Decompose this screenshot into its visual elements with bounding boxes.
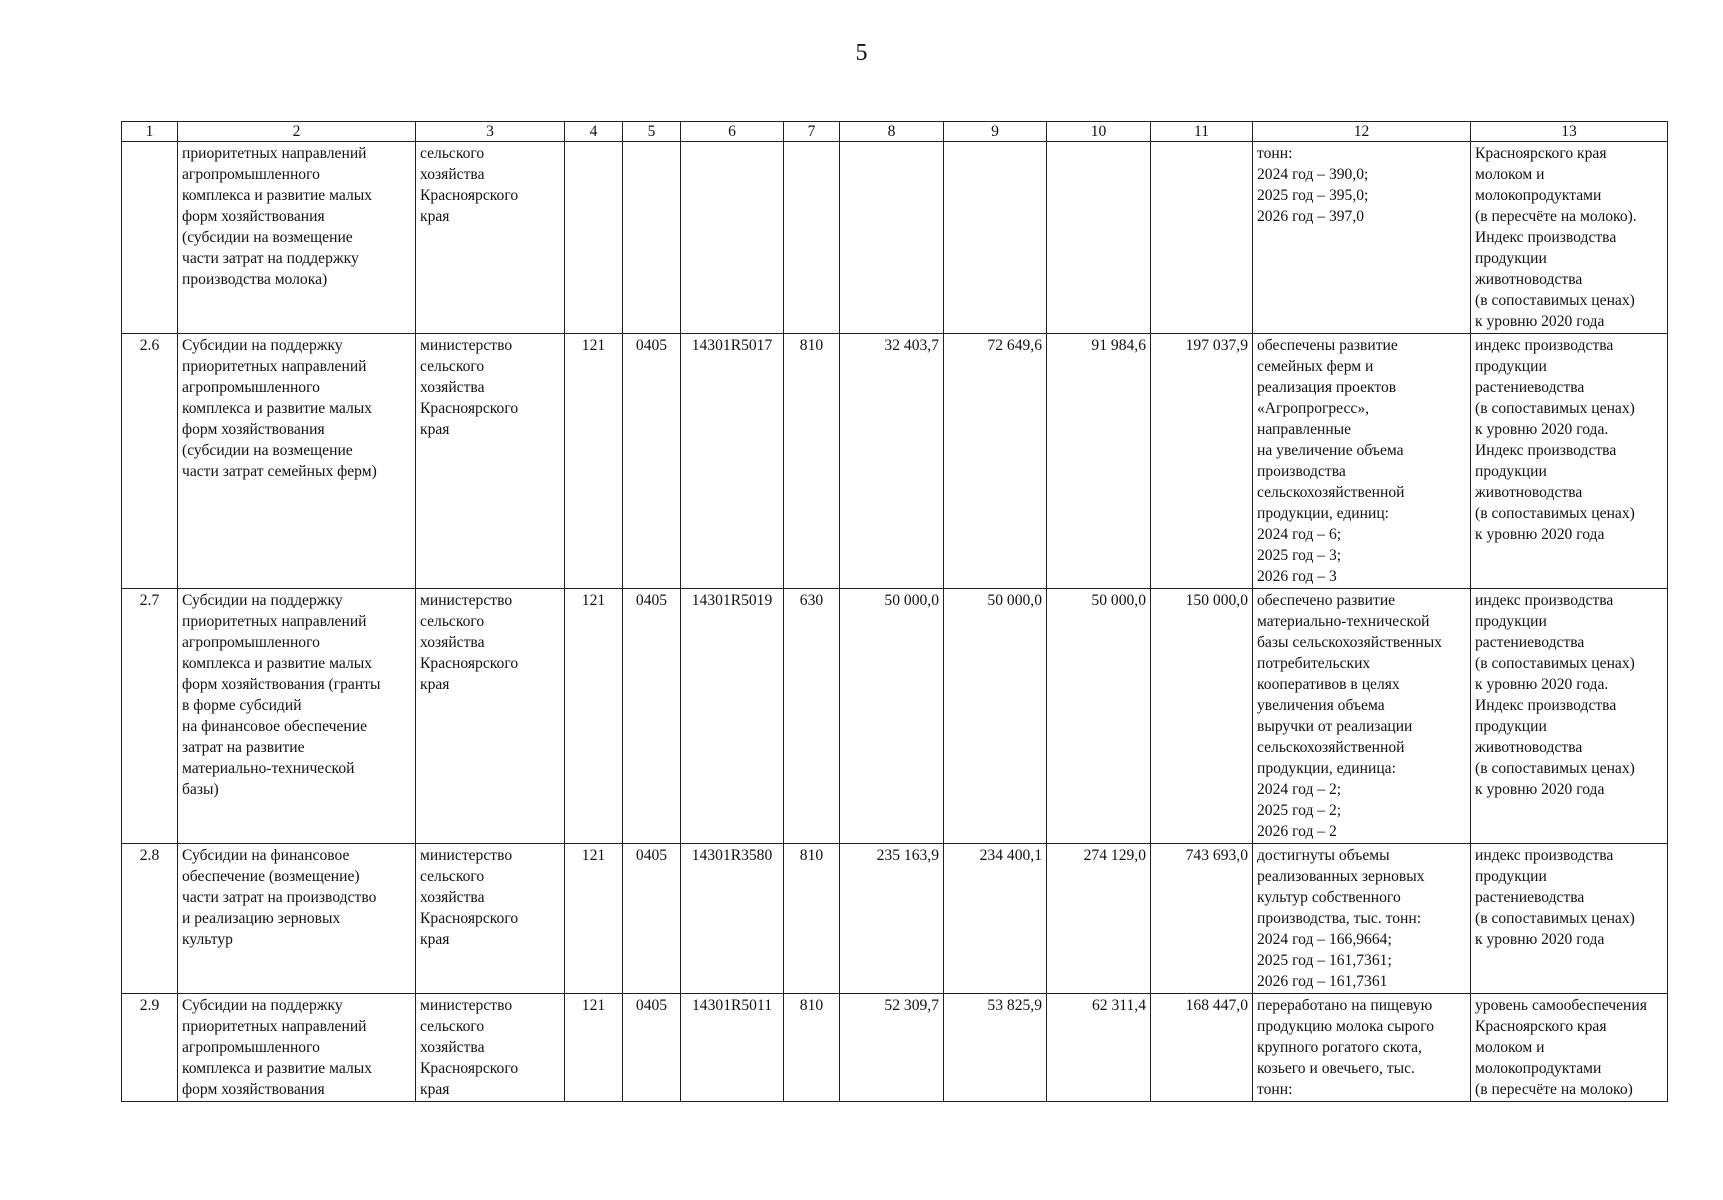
cell-col-9 — [944, 142, 1047, 334]
cell-col-10: 274 129,0 — [1047, 844, 1151, 994]
cell-col-7: 810 — [784, 334, 840, 589]
table-row — [122, 142, 1668, 334]
column-header: 8 — [840, 122, 944, 142]
expected-result: обеспечено развитие материально-технической базы сельскохозяйственных потребительских кооперативов в целях увеличения объема выручки от реализации сельскохозяйственной продукции, единица: 2024 год – 2; 2025 год – 2; 2026 год – 2 — [1253, 589, 1471, 844]
row-number: 2.9 — [122, 994, 178, 1102]
cell-col-6: 14301R5017 — [681, 334, 784, 589]
cell-col-10 — [1047, 142, 1151, 334]
cell-col-7: 630 — [784, 589, 840, 844]
expected-result: достигнуты объемы реализованных зерновых культур собственного производства, тыс. тонн: 2024 год – 166,9664; 2025 год – 161,7361; 2026 год – 161,7361 — [1253, 844, 1471, 994]
row-number: 2.7 — [122, 589, 178, 844]
cell-col-6: 14301R5019 — [681, 589, 784, 844]
target-indicator: индекс производства продукции растениеводства (в сопоставимых ценах) к уровню 2020 года. Индекс производства продукции животноводства (в сопоставимых ценах) к уровню 2020 года — [1471, 334, 1668, 589]
cell-col-10: 62 311,4 — [1047, 994, 1151, 1102]
table-row — [122, 994, 1668, 1102]
cell-col-6: 14301R3580 — [681, 844, 784, 994]
row-number — [122, 142, 178, 334]
expected-result: тонн: 2024 год – 390,0; 2025 год – 395,0; 2026 год – 397,0 — [1253, 142, 1471, 334]
cell-col-9: 72 649,6 — [944, 334, 1047, 589]
column-header: 10 — [1047, 122, 1151, 142]
cell-col-8 — [840, 142, 944, 334]
measure-name: приоритетных направлений агропромышленного комплекса и развитие малых форм хозяйствования (субсидии на возмещение части затрат на поддержку производства молока) — [178, 142, 416, 334]
column-header: 6 — [681, 122, 784, 142]
target-indicator: индекс производства продукции растениеводства (в сопоставимых ценах) к уровню 2020 года. Индекс производства продукции животноводства (в сопоставимых ценах) к уровню 2020 года — [1471, 589, 1668, 844]
cell-col-6: 14301R5011 — [681, 994, 784, 1102]
cell-col-10: 50 000,0 — [1047, 589, 1151, 844]
cell-col-5: 0405 — [623, 994, 681, 1102]
cell-col-8: 50 000,0 — [840, 589, 944, 844]
executor: министерство сельского хозяйства Красноярского края — [416, 844, 565, 994]
column-header: 3 — [416, 122, 565, 142]
executor: сельского хозяйства Красноярского края — [416, 142, 565, 334]
executor: министерство сельского хозяйства Красноярского края — [416, 334, 565, 589]
target-indicator: уровень самообеспечения Красноярского края молоком и молокопродуктами (в пересчёте на молоко) — [1471, 994, 1668, 1102]
target-indicator: индекс производства продукции растениеводства (в сопоставимых ценах) к уровню 2020 года — [1471, 844, 1668, 994]
table-header-row — [122, 122, 1668, 142]
cell-col-4 — [565, 142, 623, 334]
column-header: 9 — [944, 122, 1047, 142]
cell-col-4: 121 — [565, 589, 623, 844]
cell-col-6 — [681, 142, 784, 334]
column-header: 5 — [623, 122, 681, 142]
cell-col-10: 91 984,6 — [1047, 334, 1151, 589]
cell-col-5: 0405 — [623, 844, 681, 994]
cell-col-9: 50 000,0 — [944, 589, 1047, 844]
cell-col-9: 53 825,9 — [944, 994, 1047, 1102]
cell-col-5: 0405 — [623, 334, 681, 589]
cell-col-4: 121 — [565, 994, 623, 1102]
row-number: 2.6 — [122, 334, 178, 589]
cell-col-11: 743 693,0 — [1151, 844, 1253, 994]
executor: министерство сельского хозяйства Красноярского края — [416, 589, 565, 844]
column-header: 2 — [178, 122, 416, 142]
cell-col-7: 810 — [784, 844, 840, 994]
table-row — [122, 844, 1668, 994]
measure-name: Субсидии на поддержку приоритетных направлений агропромышленного комплекса и развитие малых форм хозяйствования — [178, 994, 416, 1102]
cell-col-4: 121 — [565, 334, 623, 589]
column-header: 13 — [1471, 122, 1668, 142]
page-number: 5 — [855, 40, 868, 66]
cell-col-8: 235 163,9 — [840, 844, 944, 994]
cell-col-7 — [784, 142, 840, 334]
cell-col-7: 810 — [784, 994, 840, 1102]
column-header: 1 — [122, 122, 178, 142]
expected-result: обеспечены развитие семейных ферм и реализация проектов «Агропрогресс», направленные на увеличение объема производства сельскохозяйственной продукции, единиц: 2024 год – 6; 2025 год – 3; 2026 год – 3 — [1253, 334, 1471, 589]
row-number: 2.8 — [122, 844, 178, 994]
cell-col-9: 234 400,1 — [944, 844, 1047, 994]
column-header: 4 — [565, 122, 623, 142]
measure-name: Субсидии на финансовое обеспечение (возмещение) части затрат на производство и реализацию зерновых культур — [178, 844, 416, 994]
cell-col-8: 32 403,7 — [840, 334, 944, 589]
target-indicator: Красноярского края молоком и молокопродуктами (в пересчёте на молоко). Индекс производства продукции животноводства (в сопоставимых ценах) к уровню 2020 года — [1471, 142, 1668, 334]
column-header: 11 — [1151, 122, 1253, 142]
cell-col-5: 0405 — [623, 589, 681, 844]
column-header: 7 — [784, 122, 840, 142]
cell-col-11: 168 447,0 — [1151, 994, 1253, 1102]
table-row — [122, 334, 1668, 589]
cell-col-4: 121 — [565, 844, 623, 994]
cell-col-11 — [1151, 142, 1253, 334]
cell-col-11: 150 000,0 — [1151, 589, 1253, 844]
expected-result: переработано на пищевую продукцию молока сырого крупного рогатого скота, козьего и овечьего, тыс. тонн: — [1253, 994, 1471, 1102]
program-table — [121, 121, 1668, 1102]
measure-name: Субсидии на поддержку приоритетных направлений агропромышленного комплекса и развитие малых форм хозяйствования (субсидии на возмещение части затрат семейных ферм) — [178, 334, 416, 589]
cell-col-5 — [623, 142, 681, 334]
cell-col-11: 197 037,9 — [1151, 334, 1253, 589]
measure-name: Субсидии на поддержку приоритетных направлений агропромышленного комплекса и развитие малых форм хозяйствования (гранты в форме субсидий на финансовое обеспечение затрат на развитие материально-технической базы) — [178, 589, 416, 844]
executor: министерство сельского хозяйства Красноярского края — [416, 994, 565, 1102]
cell-col-8: 52 309,7 — [840, 994, 944, 1102]
table-row — [122, 589, 1668, 844]
column-header: 12 — [1253, 122, 1471, 142]
